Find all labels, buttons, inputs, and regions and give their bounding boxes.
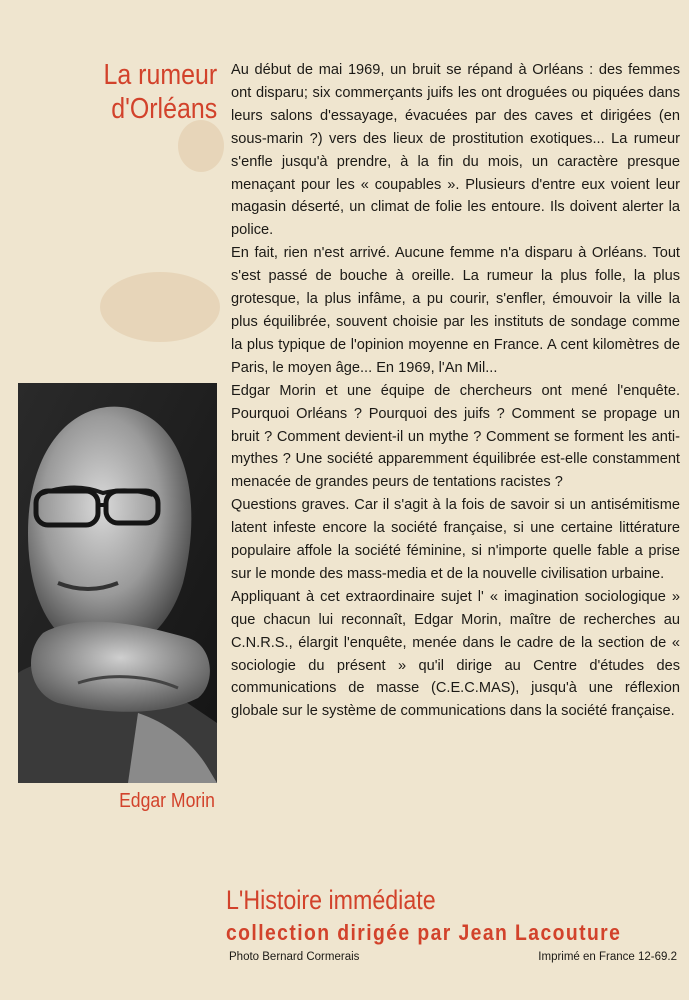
photo-credit: Photo Bernard Cormerais: [229, 951, 360, 963]
author-photo: [18, 383, 217, 783]
paper-stain: [100, 272, 220, 342]
author-name: Edgar Morin: [119, 790, 215, 812]
blurb-paragraph: En fait, rien n'est arrivé. Aucune femme n'a disparu à Orléans. Tout s'est passé de bouche à oreille. La rumeur la plus folle, la plus grotesque, la plus infâme, a pu courir, s'enfler, émouvoir la ville la plus équilibrée, souvent choisie par les instituts de sondage comme la plus typique de l'opinion moyenne en France. A cent kilomètres de Paris, le moyen âge... En 1969, l'An Mil...: [231, 245, 680, 376]
book-title-line-2: d'Orléans: [111, 93, 217, 125]
paper-stain: [178, 120, 224, 172]
print-info: Imprimé en France 12-69.2: [538, 951, 677, 963]
book-title: [103, 58, 217, 126]
series-title: L'Histoire immédiate: [226, 885, 436, 915]
blurb-paragraph: Questions graves. Car il s'agit à la fois de savoir si un antisémitisme latent infeste encore la société française, si une certaine littérature populaire affole la société féminine, si n'importe quelle fable a prise sur le monde des mass-media et de la nouvelle civilisation urbaine.: [231, 497, 680, 582]
book-title-line-1: La rumeur: [103, 59, 217, 91]
blurb-paragraph: Au début de mai 1969, un bruit se répand à Orléans : des femmes ont disparu; six commerçants juifs les ont droguées ou piquées dans leurs salons d'essayage, évacuées par des caves et dirigées (en sous-marin ?) vers des lieux de prostitution exotiques... La rumeur s'enfle jusqu'à prendre, à la fin du mois, un caractère presque menaçant pour les « coupables ». Plusieurs d'entre eux voient leur magasin déserté, un climat de folie les entoure. Ils doivent alerter la police.: [231, 62, 680, 239]
series-subtitle: collection dirigée par Jean Lacouture: [226, 920, 622, 945]
blurb: [231, 59, 680, 723]
blurb-paragraph: Appliquant à cet extraordinaire sujet l' « imagination sociologique » que chacun lui reconnaît, Edgar Morin, maître de recherches au C.N.R.S., élargit l'enquête, menée dans le cadre de la section de « sociologie du présent » qu'il dirige au Centre d'études des communications de masse (C.E.C.MAS), jusqu'à une réflexion globale sur le système de communications dans la société française.: [231, 588, 680, 720]
blurb-paragraph: Edgar Morin et une équipe de chercheurs ont mené l'enquête. Pourquoi Orléans ? Pourquoi des juifs ? Comment se propage un bruit ? Comment devient-il un mythe ? Comment se forment les anti-mythes ? Une société apparemment équilibrée est-elle constamment menacée de grandes peurs de tentations racistes ?: [231, 382, 680, 491]
